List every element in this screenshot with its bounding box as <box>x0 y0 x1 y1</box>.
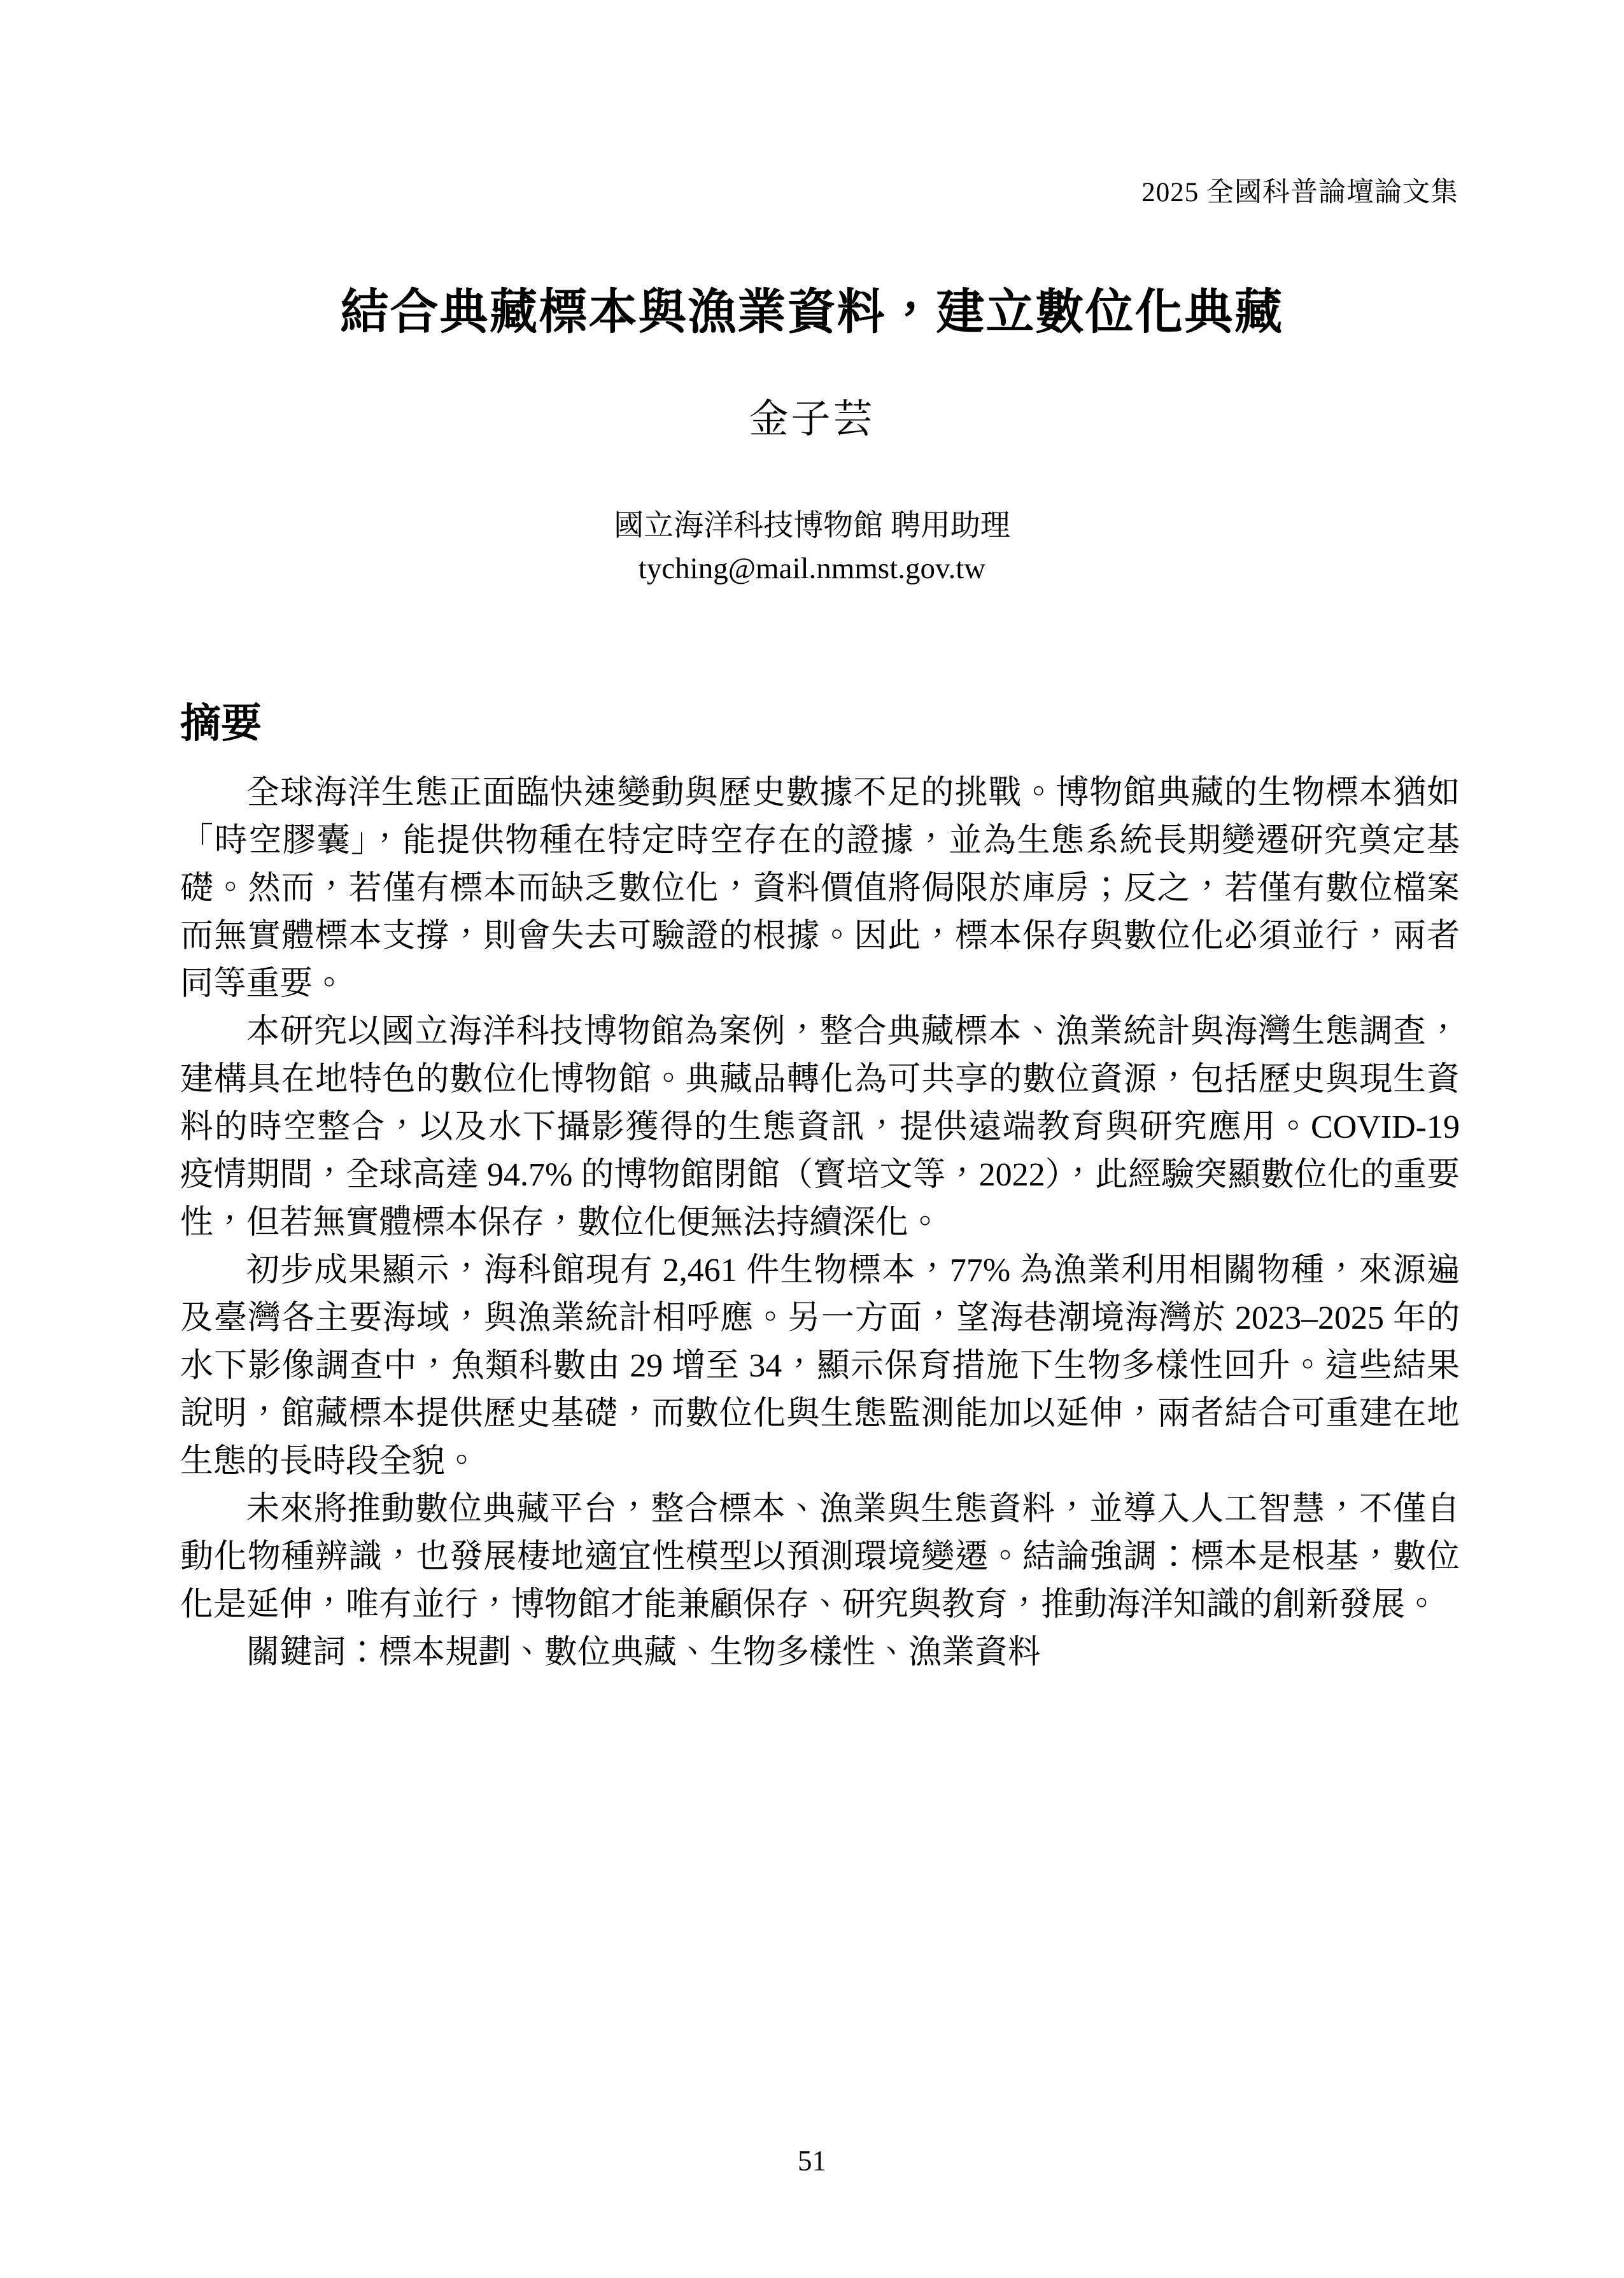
abstract-heading: 摘要 <box>180 701 262 747</box>
abstract-body <box>180 769 1460 1676</box>
paper-title: 結合典藏標本與漁業資料，建立數位化典藏 <box>340 285 1284 339</box>
keywords-line: 關鍵詞：標本規劃、數位典藏、生物多樣性、漁業資料 <box>246 1634 1041 1671</box>
abstract-paragraph-1: 全球海洋生態正面臨快速變動與歷史數據不足的挑戰。博物館典藏的生物標本猶如「時空膠囊」，能提供物種在特定時空存在的證據，並為生態系統長期變遷研究奠定基礎。然而，若僅有標本而缺乏數位化，資料價值將侷限於庫房；反之，若僅有數位檔案而無實體標本支撐，則會失去可驗證的根據。因此，標本保存與數位化必須並行，兩者同等重要。 <box>180 775 1460 1002</box>
page-number: 51 <box>798 2145 826 2177</box>
abstract-paragraph-4: 未來將推動數位典藏平台，整合標本、漁業與生態資料，並導入人工智慧，不僅自動化物種辨識，也發展棲地適宜性模型以預測環境變遷。結論強調：標本是根基，數位化是延伸，唯有並行，博物館才能兼顧保存、研究與教育，推動海洋知識的創新發展。 <box>180 1491 1460 1623</box>
abstract-paragraph-2: 本研究以國立海洋科技博物館為案例，整合典藏標本、漁業統計與海灣生態調查，建構具在地特色的數位化博物館。典藏品轉化為可共享的數位資源，包括歷史與現生資料的時空整合，以及水下攝影獲得的生態資訊，提供遠端教育與研究應用。COVID-19 疫情期間，全球高達 94.7% 的博物館閉館（寳培文等，2022），此經驗突顯數位化的重要性，但若無實體標本保存，數位化便無法持續深化。 <box>180 1014 1460 1241</box>
running-header: 2025 全國科普論壇論文集 <box>1141 178 1458 208</box>
author-affiliation: 國立海洋科技博物館 聘用助理 <box>614 509 1010 542</box>
author-email: tyching@mail.nmmst.gov.tw <box>638 552 986 585</box>
author-name: 金子芸 <box>749 398 875 441</box>
abstract-paragraph-3: 初步成果顯示，海科館現有 2,461 件生物標本，77% 為漁業利用相關物種，來源遍及臺灣各主要海域，與漁業統計相呼應。另一方面，望海巷潮境海灣於 2023–2025 年的水下影像調查中，魚類科數由 29 增至 34，顯示保育措施下生物多樣性回升。這些結果說明，館藏標本提供歷史基礎，而數位化與生態監測能加以延伸，兩者結合可重建在地生態的長時段全貌。 <box>180 1252 1460 1480</box>
